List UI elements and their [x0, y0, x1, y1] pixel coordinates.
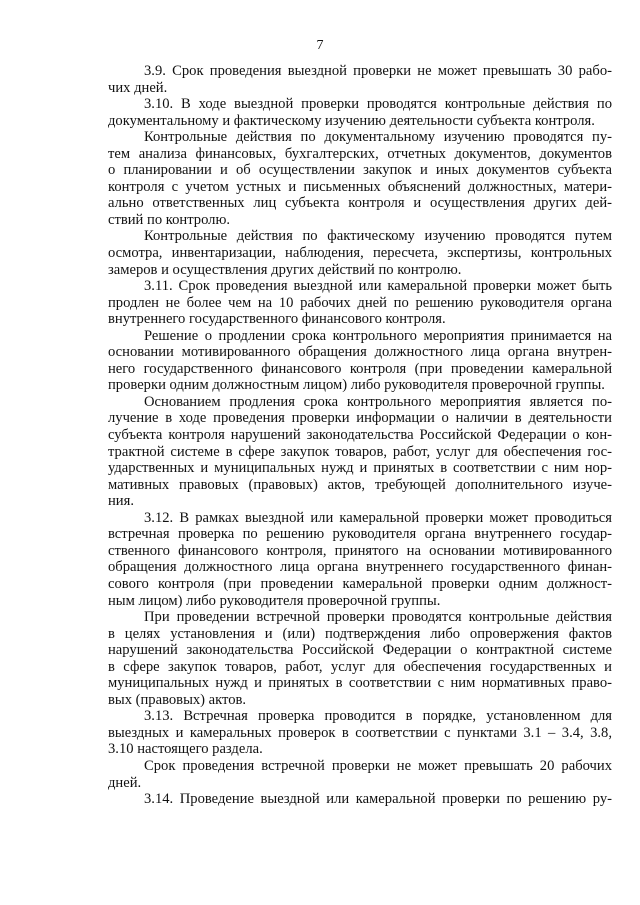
text-line: в целях установления и (или) подтверждения либо опровержения фактов	[108, 625, 612, 642]
text-line: замеров и осуществления других действий по контролю.	[108, 261, 462, 278]
text-line: ударственных и муниципальных нужд и принятых в соответствии с ним нор-	[108, 460, 612, 477]
text-line: ния.	[108, 493, 134, 510]
text-line: продлен не более чем на 10 рабочих дней по решению руководителя органа	[108, 294, 612, 311]
text-line: ным лицом) либо руководителя проверочной группы.	[108, 592, 441, 609]
text-line: Основанием продления срока контрольного мероприятия является по-	[144, 393, 612, 410]
text-line: муниципальных нужд и принятых в соответствии с ним нормативных право-	[108, 675, 612, 692]
text-line: чих дней.	[108, 79, 168, 96]
page-number: 7	[316, 38, 324, 53]
text-line: 3.9. Срок проведения выездной проверки не может превышать 30 рабо-	[144, 63, 612, 79]
text-line: мативных правовых (правовых) актов, требующей дополнительного изуче-	[108, 476, 612, 493]
text-line: 3.10. В ходе выездной проверки проводятся контрольные действия по	[144, 96, 612, 113]
text-line: в сфере закупок товаров, работ, услуг для обеспечения государственных и	[108, 658, 612, 675]
text-line: основании мотивированного обращения должностного лица органа внутрен-	[108, 344, 612, 361]
text-line: Решение о продлении срока контрольного мероприятия принимается на	[144, 327, 612, 344]
text-line: сового контроля (при проведении камеральной проверки одним должност-	[108, 575, 612, 592]
text-line: лучение в ходе проведения проверки информации о наличии в деятельности	[108, 410, 612, 427]
text-line: обращения должностного лица органа внутреннего государственного финан-	[108, 559, 612, 576]
text-line: встречная проверка по решению руководителя органа внутреннего государ-	[108, 526, 612, 543]
text-line: контроля с учетом устных и письменных объяснений должностных, матери-	[108, 178, 612, 195]
text-line: Контрольные действия по фактическому изучению проводятся путем	[144, 228, 612, 245]
text-line: 3.13. Встречная проверка проводится в порядке, установленном для	[144, 708, 612, 725]
text-line: него государственного финансового контроля (при проведении камеральной	[108, 360, 612, 377]
text-line: о планировании и об осуществлении закупок и иных документов субъекта	[108, 162, 612, 179]
text-line: 3.10 настоящего раздела.	[108, 741, 263, 758]
text-line: Срок проведения встречной проверки не может превышать 20 рабочих	[144, 757, 612, 774]
text-line: Контрольные действия по документальному изучению проводятся пу-	[144, 129, 612, 146]
text-line: 3.12. В рамках выездной или камеральной проверки может проводиться	[144, 509, 612, 526]
text-line: При проведении встречной проверки проводятся контрольные действия	[144, 609, 612, 626]
text-line: вых (правовых) актов.	[108, 691, 247, 708]
text-line: трактной системе в сфере закупок товаров, работ, услуг для обеспечения гос-	[108, 443, 612, 460]
text-line: субъекта контроля нарушений законодательства Российской Федерации о кон-	[108, 427, 612, 444]
text-line: тем анализа финансовых, бухгалтерских, отчетных документов, документов	[108, 145, 612, 162]
text-line: выездных и камеральных проверок в соответствии с пунктами 3.1 – 3.4, 3.8,	[108, 724, 612, 741]
text-line: ствий по контролю.	[108, 211, 231, 228]
text-line: документальному и фактическому изучению деятельности субъекта контроля.	[108, 112, 595, 129]
text-line: проверки одним должностным лицом) либо руководителя проверочной группы.	[108, 377, 605, 394]
text-line: внутреннего государственного финансового контроля.	[108, 311, 446, 328]
text-line: ственного финансового контроля, принятого на основании мотивированного	[108, 542, 612, 559]
text-line: 3.11. Срок проведения выездной или камеральной проверки может быть	[144, 278, 612, 295]
text-line: дней.	[108, 774, 142, 791]
text-line: нарушений законодательства Российской Федерации о контрактной системе	[108, 642, 612, 659]
document-body	[108, 63, 612, 808]
text-line: осмотра, инвентаризации, наблюдения, пересчета, экспертизы, контрольных	[108, 245, 612, 262]
text-line: ально ответственных лиц субъекта контроля и осуществления других дей-	[108, 195, 612, 212]
text-line: 3.14. Проведение выездной или камеральной проверки по решению ру-	[144, 791, 612, 808]
